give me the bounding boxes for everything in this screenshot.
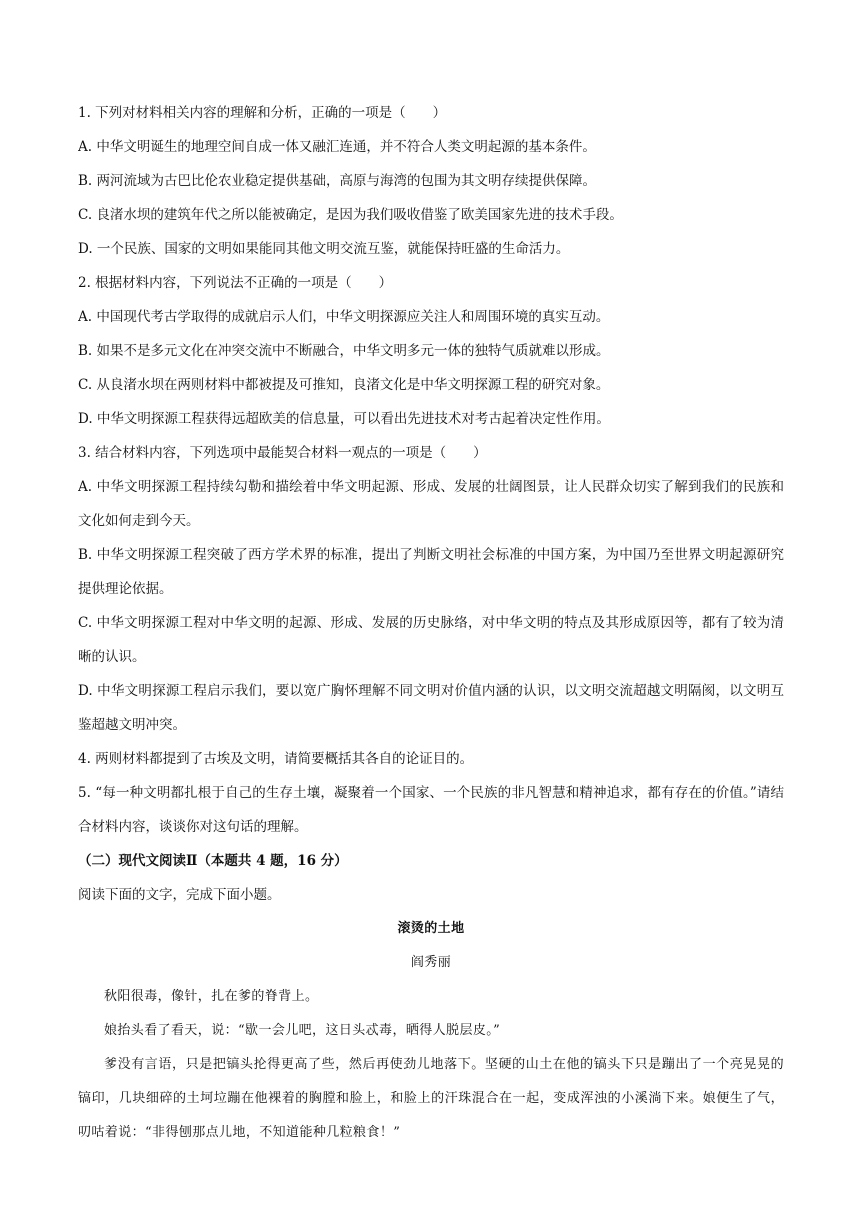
story xyxy=(78,912,784,1150)
option-c: C. 从良渚水坝在两则材料中都被提及可推知，良渚文化是中华文明探源工程的研究对象。 xyxy=(78,377,610,393)
story-author: 阎秀丽 xyxy=(410,955,452,970)
story-title: 滚烫的土地 xyxy=(397,921,465,936)
option-d: D. 中华文明探源工程启示我们，要以宽广胸怀理解不同文明对价值内涵的认识，以文明交流超越文明隔阂，以文明互鉴超越文明冲突。 xyxy=(78,683,784,733)
option-c: C. 中华文明探源工程对中华文明的起源、形成、发展的历史脉络，对中华文明的特点及其形成原因等，都有了较为清晰的认识。 xyxy=(78,615,784,665)
question-stem: 2. 根据材料内容，下列说法不正确的一项是（ ） xyxy=(78,275,393,291)
question-5: 5. “每一种文明都扎根于自己的生存土壤，凝聚着一个国家、一个民族的非凡智慧和精神追求，都有存在的价值。”请结合材料内容，谈谈你对这句话的理解。 xyxy=(78,785,784,835)
option-b: B. 如果不是多元文化在冲突交流中不断融合，中华文明多元一体的独特气质就难以形成。 xyxy=(78,343,610,359)
option-b: B. 两河流域为古巴比伦农业稳定提供基础，高原与海湾的包围为其文明存续提供保障。 xyxy=(78,173,597,189)
question-stem: 3. 结合材料内容，下列选项中最能契合材料一观点的一项是（ ） xyxy=(78,445,487,461)
option-a: A. 中国现代考古学取得的成就启示人们，中华文明探源应关注人和周围环境的真实互动。 xyxy=(78,309,610,325)
option-d: D. 一个民族、国家的文明如果能同其他文明交流互鉴，就能保持旺盛的生命活力。 xyxy=(78,241,570,257)
option-a: A. 中华文明探源工程持续勾勒和描绘着中华文明起源、形成、发展的壮阔图景，让人民群众切实了解到我们的民族和文化如何走到今天。 xyxy=(78,479,784,529)
question-4: 4. 两则材料都提到了古埃及文明，请简要概括其各自的论证目的。 xyxy=(78,751,474,767)
question-2 xyxy=(78,266,784,436)
option-a: A. 中华文明诞生的地理空间自成一体又融汇连通，并不符合人类文明起源的基本条件。 xyxy=(78,139,596,155)
section-instruction: 阅读下面的文字，完成下面小题。 xyxy=(78,887,281,903)
question-stem: 1. 下列对材料相关内容的理解和分析，正确的一项是（ ） xyxy=(78,105,447,121)
question-3 xyxy=(78,436,784,742)
section-title: （二）现代文阅读Ⅱ（本题共 4 题，16 分） xyxy=(78,853,348,869)
story-paragraph-3: 爹没有言语，只是把镐头抡得更高了些，然后再使劲儿地落下。坚硬的山土在他的镐头下只是蹦出了一个亮晃晃的镐印，几块细碎的土坷垃蹦在他裸着的胸膛和脸上，和脸上的汗珠混合在一起，变成浑浊的小溪淌下来。娘便生了气，叨咕着说：“非得刨那点儿地，不知道能种几粒粮食！” xyxy=(78,1057,784,1140)
option-c: C. 良渚水坝的建筑年代之所以能被确定，是因为我们吸收借鉴了欧美国家先进的技术手段。 xyxy=(78,207,623,223)
question-1 xyxy=(78,96,784,266)
story-paragraph-2: 娘抬头看了看天，说：“歇一会儿吧，这日头忒毒，晒得人脱层皮。” xyxy=(104,1023,501,1038)
option-d: D. 中华文明探源工程获得远超欧美的信息量，可以看出先进技术对考古起着决定性作用。 xyxy=(78,411,610,427)
option-b: B. 中华文明探源工程突破了西方学术界的标准，提出了判断文明社会标准的中国方案，为中国乃至世界文明起源研究提供理论依据。 xyxy=(78,547,784,597)
story-paragraph-1: 秋阳很毒，像针，扎在爹的脊背上。 xyxy=(104,989,319,1004)
document-page xyxy=(78,96,784,1150)
